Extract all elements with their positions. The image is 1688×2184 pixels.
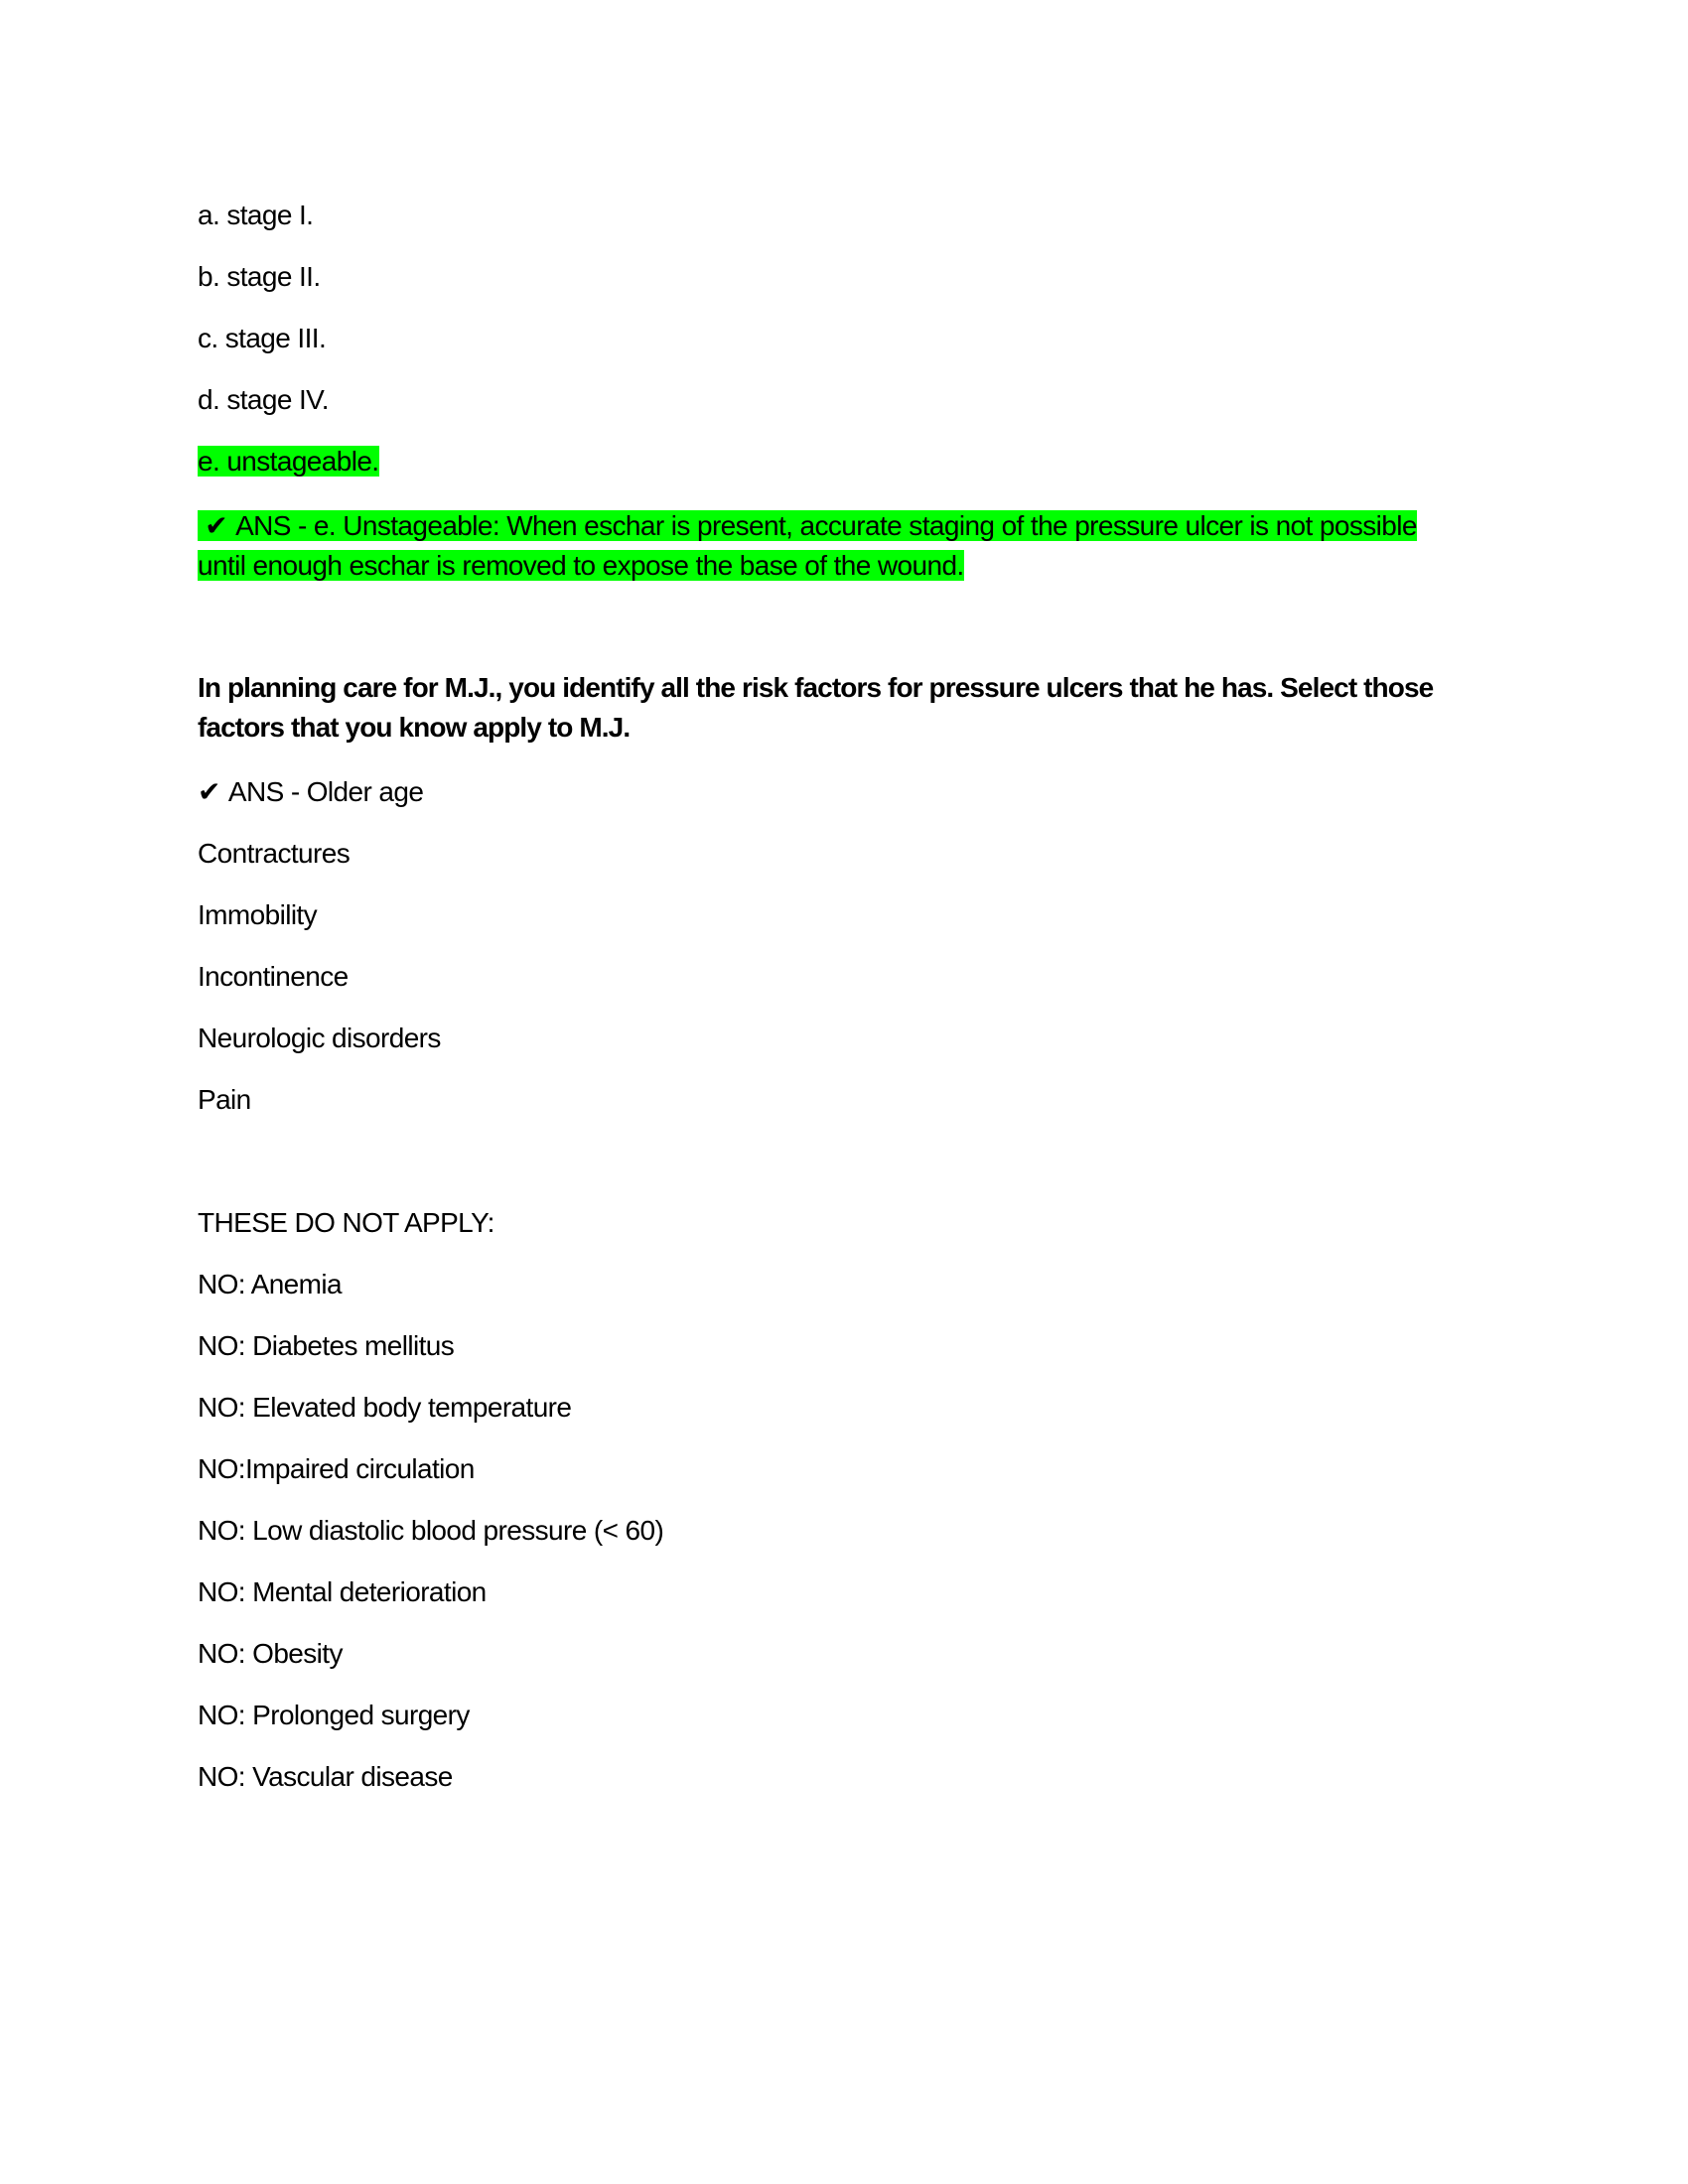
- not-apply-item: NO: Low diastolic blood pressure (< 60): [198, 1515, 664, 1546]
- answer1-highlight-2: until enough eschar is removed to expose the base of the wound.: [198, 550, 964, 581]
- option-c: c. stage III.: [198, 323, 327, 353]
- not-apply-item: NO: Prolonged surgery: [198, 1700, 470, 1730]
- question2-line1: In planning care for M.J., you identify all the risk factors for pressure ulcers that he has. Select those: [198, 672, 1434, 703]
- answer2-item: Incontinence: [198, 961, 349, 992]
- not-apply-item: NO: Elevated body temperature: [198, 1392, 572, 1423]
- not-apply-item: NO: Mental deterioration: [198, 1576, 487, 1607]
- not-apply-item: NO: Obesity: [198, 1638, 343, 1669]
- not-apply-item: NO: Diabetes mellitus: [198, 1330, 455, 1361]
- checkmark-icon: ✔: [198, 776, 220, 807]
- option-e-highlight: e. unstageable.: [198, 446, 379, 477]
- not-apply-item: NO: Anemia: [198, 1269, 342, 1299]
- not-apply-heading: THESE DO NOT APPLY:: [198, 1207, 494, 1238]
- answer1-text-1: ANS - e. Unstageable: When eschar is present, accurate staging of the pressure ulcer is not possible: [235, 510, 1417, 541]
- answer2-item: Immobility: [198, 899, 318, 930]
- answer2-first: [198, 772, 423, 812]
- answer2-first-text: ANS - Older age: [227, 776, 424, 807]
- answer1-line2: [198, 546, 964, 586]
- option-a: a. stage I.: [198, 200, 314, 230]
- option-b: b. stage II.: [198, 261, 321, 292]
- answer2-item: Pain: [198, 1084, 251, 1115]
- checkmark-icon: ✔: [205, 510, 228, 541]
- question2-line2: factors that you know apply to M.J.: [198, 712, 631, 743]
- answer2-item: Neurologic disorders: [198, 1023, 441, 1053]
- answer2-item: Contractures: [198, 838, 351, 869]
- answer1-highlight-1: [198, 510, 1417, 541]
- answer1-line1: [198, 506, 1417, 546]
- option-e: [198, 442, 379, 481]
- not-apply-item: NO:Impaired circulation: [198, 1453, 475, 1484]
- not-apply-item: NO: Vascular disease: [198, 1761, 453, 1792]
- option-d: d. stage IV.: [198, 384, 329, 415]
